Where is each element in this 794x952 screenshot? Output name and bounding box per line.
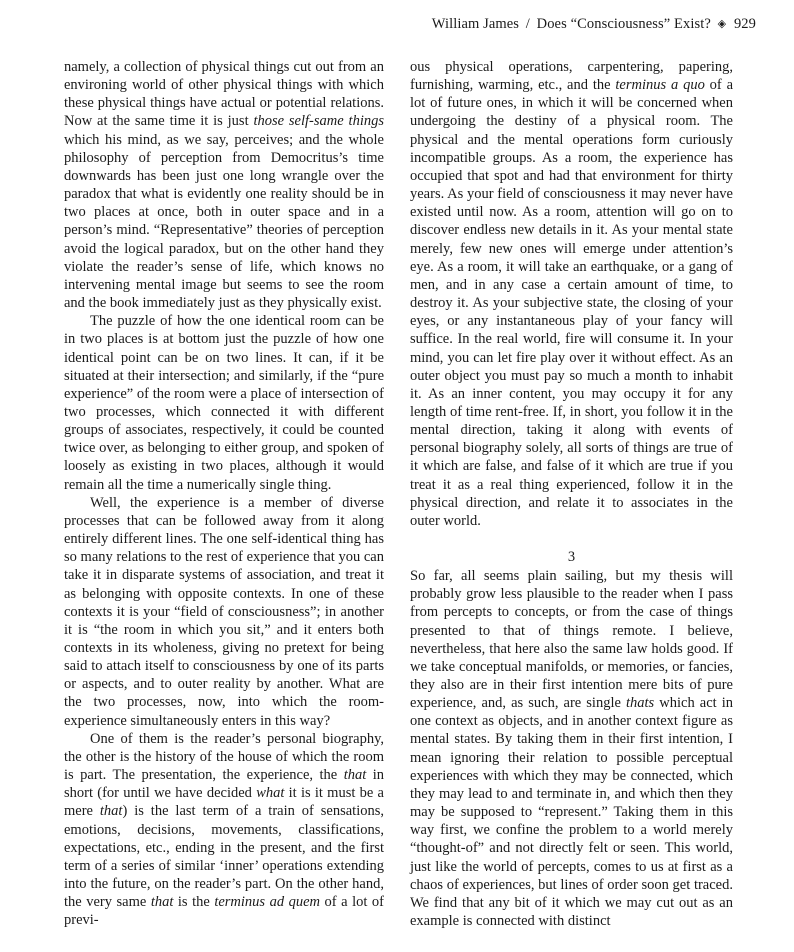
running-head-title: Does “Consciousness” Exist? (536, 16, 711, 32)
section-number: 3 (567, 549, 576, 566)
emphasis: that (150, 894, 174, 911)
emphasis: those self-same things (253, 113, 384, 130)
paragraph: One of them is the reader’s personal biography, the other is the history of the house of which the room is part. The presentation, the experience, the that in short (for until we have decided what it is it must be a mere that) is the last term of a train of sensations, emotions, decisions, movements, classifications, expectations, etc., ending in the present, and the first term of a series of similar ‘inner’ operations extending into the future, on the reader’s part. On the other hand, the very same that is the terminus ad quem of a lot of previ- (64, 730, 385, 929)
page-number: 929 (733, 16, 756, 32)
emphasis: terminus a quo (615, 77, 705, 94)
emphasis: what (256, 785, 285, 802)
left-column (64, 58, 384, 930)
emphasis: that (343, 767, 367, 784)
paragraph: Well, the experience is a member of diverse processes that can be followed away from it along entirely different lines. The one self-identical thing has so many relations to the rest of experience that you can take it in disparate systems of association, and treat it as belonging with opposite contexts. In one of these contexts it is your “field of consciousness”; in another it is “the room in which you sit,” and it enters both contexts in its wholeness, giving no pretext for being said to attach itself to consciousness by one of its parts or aspects, and to outer reality by another. What are the two processes, now, into which the room-experience simultaneously enters in this way? (64, 494, 384, 729)
running-head-separator: / (525, 16, 530, 32)
paragraph: So far, all seems plain sailing, but my thesis will probably grow less plausible to the reader when I pass from percepts to concepts, or from the case of things presented to that of things remote. I believe, nevertheless, that here also the same law holds good. If we take conceptual manifolds, or memories, or fancies, they also are in their first intention mere bits of pure experience, and, as such, are single thats which act in one context as objects, and in another context figure as mental states. By taking them in their first intention, I mean ignoring their relation to possible perceptual experiences with which they may be connected, which they may lead to and terminate in, and which then they may be supposed to “represent.” Taking them in this way first, we confine the problem to a world merely “thought-of” and not directly felt or seen. This world, just like the world of percepts, comes to us at first as a chaos of experiences, but lines of order soon get traced. We find that any bit of it which we may cut out as an example is connected with distinct (410, 568, 733, 930)
right-column (410, 58, 733, 930)
paragraph: ous physical operations, carpentering, papering, furnishing, warming, etc., and the terminus a quo of a lot of future ones, in which it will be concerned when undergoing the destiny of a physical room. The physical and the mental operations form curiously incompatible groups. As a room, the experience has occupied that spot and had that environment for thirty years. As your field of consciousness it may never have existed until now. As a room, attention will go on to discover endless new details in it. As your mental state merely, few new ones will emerge under attention’s eye. As a room, it will take an earthquake, or a gang of men, and in any case a certain amount of time, to destroy it. As your subjective state, the closing of your eyes, or any instantaneous play of your fancy will suffice. In the real world, fire will consume it. In your mind, you can let fire play over it without effect. As an outer object you must pay so much a month to inhabit it. As an inner content, you may occupy it for any length of time rent-free. If, in short, you follow it in the mental direction, taking it along with events of personal biography solely, all sorts of things are true of it which are false, and false of it which are true if you treat it as a real thing experienced, follow it in the physical direction, and relate it to associates in the outer world. (410, 59, 734, 529)
emphasis: terminus ad quem (214, 894, 321, 911)
running-head-author: William James (431, 16, 520, 32)
paragraph: namely, a collection of physical things cut out from an environing world of other physical things with which these physical things have actual or potential relations. Now at the same time it is just those self-same things which his mind, as we say, perceives; and the whole philosophy of perception from Democritus’s time downwards has been just one long wrangle over the paradox that what is evidently one reality should be in two places at once, both in outer space and in a person’s mind. “Representative” theories of perception avoid the logical paradox, but on the other hand they violate the reader’s sense of life, which knows no intervening mental image but seems to see the room and the book immediately just as they physically exist. (64, 59, 384, 312)
emphasis: thats (625, 695, 655, 712)
ornament-icon: ◈ (717, 18, 727, 30)
running-head (432, 16, 756, 33)
paragraph: The puzzle of how the one identical room can be in two places is at bottom just the puzzle of how one identical point can be on two lines. It can, if it be situated at their intersection; and similarly, if the “pure experience” of the room were a place of intersection of two processes, which connected it with different groups of associates, respectively, it could be counted twice over, as belonging to either group, and spoken of loosely as existing in two places, although it would remain all the time a numerically single thing. (64, 313, 384, 493)
emphasis: that (99, 803, 123, 820)
